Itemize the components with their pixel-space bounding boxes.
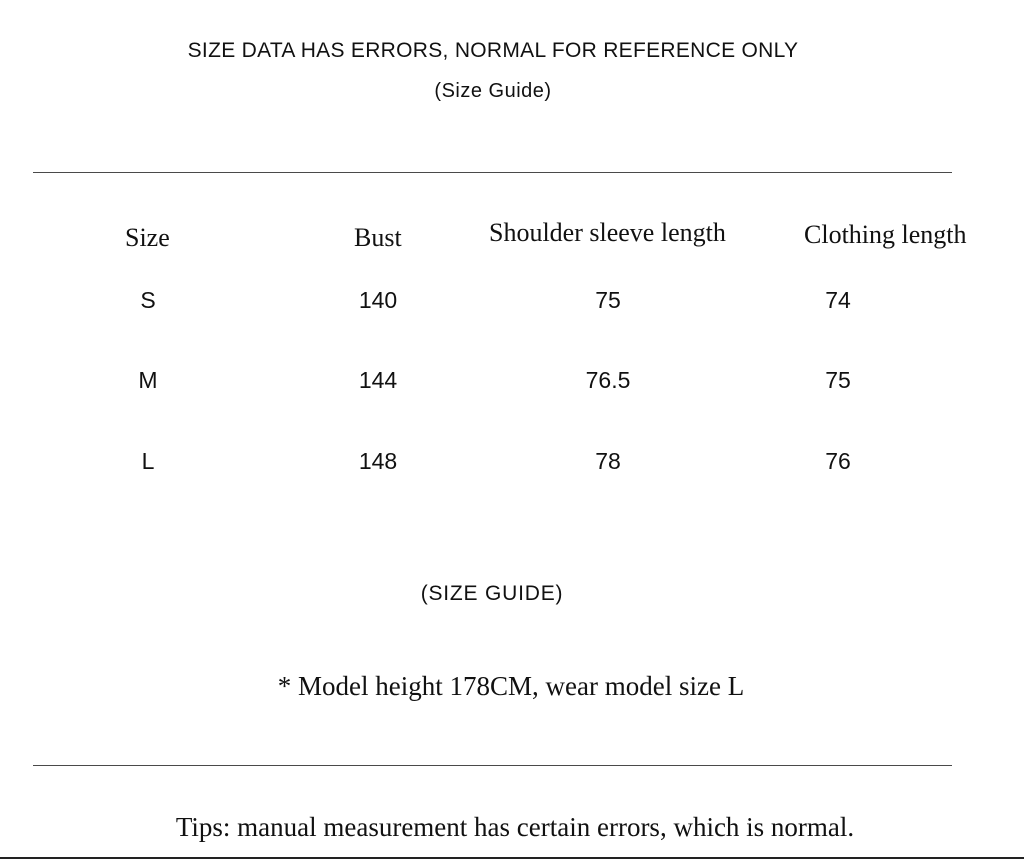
top-divider xyxy=(33,172,952,173)
table-cell-bust: 148 xyxy=(358,448,398,474)
table-cell-shoulder-sleeve-length: 78 xyxy=(595,448,621,474)
model-note: * Model height 178CM, wear model size L xyxy=(277,671,745,701)
table-cell-clothing-length: 76 xyxy=(825,448,851,474)
table-cell-size: M xyxy=(138,367,158,393)
table-cell-shoulder-sleeve-length: 75 xyxy=(595,287,621,313)
table-cell-bust: 144 xyxy=(358,367,398,393)
column-header-clothing-length: Clothing length xyxy=(804,220,967,249)
table-cell-bust: 140 xyxy=(358,287,398,313)
table-cell-size: S xyxy=(140,287,156,313)
table-cell-clothing-length: 75 xyxy=(825,367,851,393)
table-cell-clothing-length: 74 xyxy=(825,287,851,313)
column-header-shoulder-sleeve-length: Shoulder sleeve length xyxy=(489,218,726,247)
table-cell-size: L xyxy=(141,448,155,474)
bottom-divider xyxy=(33,765,952,766)
page-title: SIZE DATA HAS ERRORS, NORMAL FOR REFERENCE ONLY xyxy=(187,39,799,62)
tips-text: Tips: manual measurement has certain errors, which is normal. xyxy=(175,812,855,842)
page-subtitle: (Size Guide) xyxy=(434,80,552,102)
size-guide-label: (SIZE GUIDE) xyxy=(420,582,564,605)
column-header-bust: Bust xyxy=(354,223,402,252)
table-cell-shoulder-sleeve-length: 76.5 xyxy=(585,367,631,393)
column-header-size: Size xyxy=(125,223,170,252)
